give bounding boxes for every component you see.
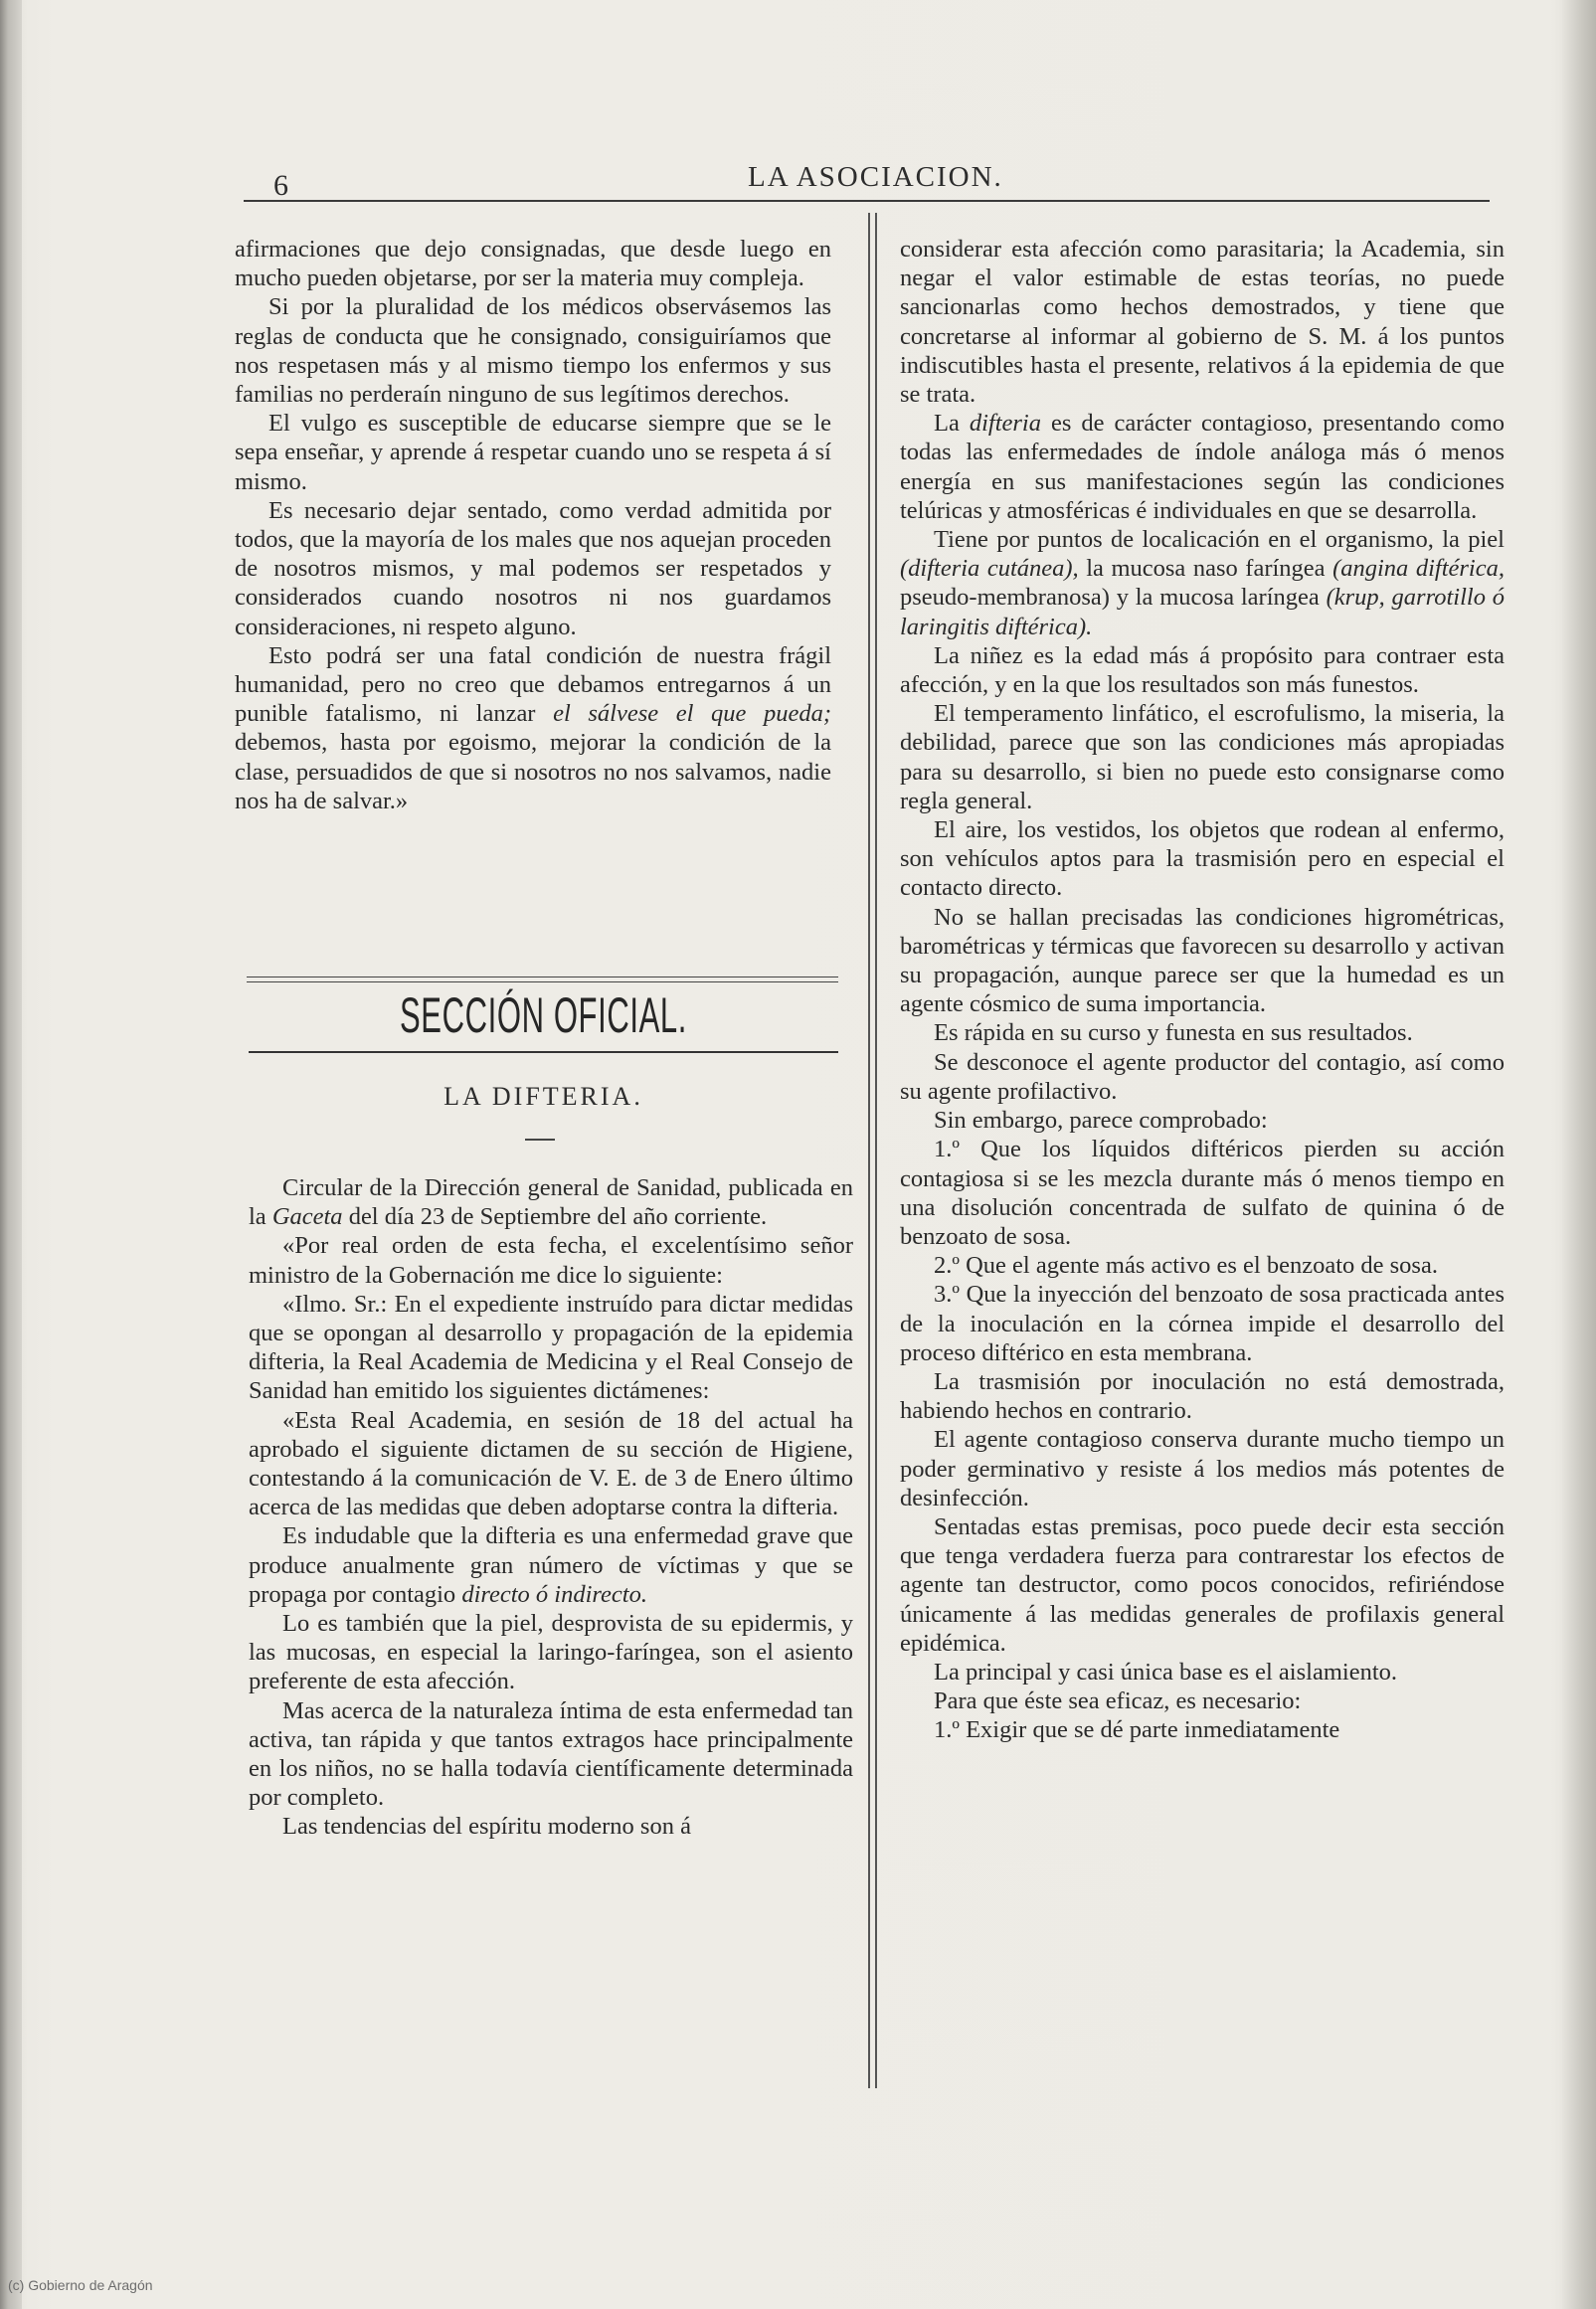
paragraph: El aire, los vestidos, los objetos que rodean al enfermo, son vehículos aptos para la trasmisión pero en especial el contacto directo.: [900, 816, 1505, 902]
paragraph: Sin embargo, parece comprobado:: [934, 1107, 1268, 1135]
paragraph: Si por la pluralidad de los médicos observásemos las reglas de conducta que he consignado, consiguiríamos que nos respetasen más y al mismo tiempo los enfermos y sus familias no perderaín ninguno de sus legítimos derechos.: [235, 293, 831, 409]
paragraph: La niñez es la edad más á propósito para contraer esta afección, y en la que los resultados son más funestos.: [900, 641, 1505, 699]
paragraph: Las tendencias del espíritu moderno son á: [282, 1813, 691, 1841]
paragraph: Es indudable que la difteria es una enfermedad grave que produce anualmente gran número de víctimas y que se propaga por contagio directo ó indirecto.: [249, 1522, 853, 1608]
italic-phrase: (krup, garrotillo ó laringitis diftérica).: [900, 584, 1505, 640]
italic-phrase: directo ó indirecto.: [461, 1580, 647, 1608]
column-divider: [868, 213, 870, 2088]
title-dash: [525, 1139, 555, 1141]
paragraph: Lo es también que la piel, desprovista de su epidermis, y las mucosas, en especial la laringo-faríngea, son el asiento preferente de esta afección.: [249, 1610, 853, 1695]
paragraph: El agente contagioso conserva durante mucho tiempo un poder germinativo y resiste á los medios más potentes de desinfección.: [900, 1426, 1505, 1511]
book-binding-shadow: [0, 0, 22, 2309]
paragraph: «Por real orden de esta fecha, el excelentísimo señor ministro de la Gobernación me dice lo siguiente:: [249, 1232, 853, 1289]
paragraph: No se hallan precisadas las condiciones higrométricas, barométricas y térmicas que favorecen su desarrollo y activan su propagación, aunque parece ser que la humedad es un agente cósmico de suma importancia.: [900, 903, 1505, 1018]
section-rule-bottom: [249, 1051, 838, 1053]
paragraph: considerar esta afección como parasitaria; la Academia, sin negar el valor estimable de estas teorías, no puede sancionarlas como hechos demostrados, y tiene que concretarse al informar al gobierno de S. M. á los puntos indiscutibles hasta el presente, relativos á la epidemia de que se trata.: [900, 236, 1505, 409]
section-rule-top: [247, 981, 838, 982]
section-title: SECCIÓN OFICIAL.: [400, 987, 687, 1043]
paragraph: Circular de la Dirección general de Sanidad, publicada en la Gaceta del día 23 de Septiembre del año corriente.: [249, 1174, 853, 1231]
italic-phrase: difteria: [969, 410, 1041, 438]
paragraph: 1.º Que los líquidos diftéricos pierden su acción contagiosa si se les mezcla durante más ó menos tiempo en una disolución concentrada de sulfato de quinina ó de benzoato de sosa.: [900, 1136, 1505, 1250]
italic-phrase: Gaceta: [271, 1203, 343, 1231]
paragraph: Para que éste sea eficaz, es necesario:: [934, 1687, 1302, 1715]
page-edge-shadow: [1562, 0, 1596, 2309]
copyright-credit: (c) Gobierno de Aragón: [8, 2277, 153, 2293]
article-title: LA DIFTERIA.: [443, 1082, 643, 1111]
italic-phrase: (difteria cutánea),: [900, 555, 1079, 583]
paragraph: 2.º Que el agente más activo es el benzoato de sosa.: [934, 1252, 1438, 1280]
paragraph: «Esta Real Academia, en sesión de 18 del actual ha aprobado el siguiente dictamen de su sección de Higiene, contestando á la comunicación de V. E. de 3 de Enero último acerca de las medidas que deben adoptarse contra la difteria.: [249, 1406, 853, 1521]
column-divider: [875, 213, 877, 2088]
left-column-top: [235, 235, 831, 815]
paragraph: afirmaciones que dejo consignadas, que desde luego en mucho pueden objetarse, por ser la materia muy compleja.: [235, 236, 831, 292]
running-title: LA ASOCIACION.: [748, 161, 1003, 193]
left-column-bottom: [249, 1173, 853, 1842]
page-number: 6: [273, 169, 288, 202]
paragraph: La difteria es de carácter contagioso, presentando como todas las enfermedades de índole análoga más ó menos energía en sus manifestaciones según las condiciones telúricas y atmosféricas é individuales en que se desarrolla.: [900, 410, 1506, 524]
paragraph: 1.º Exigir que se dé parte inmediatamente: [934, 1716, 1340, 1744]
paragraph: El temperamento linfático, el escrofulismo, la miseria, la debilidad, parece que son las condiciones más apropiadas para su desarrollo, si bien no puede esto consignarse como regla general.: [900, 700, 1505, 814]
paragraph: 3.º Que la inyección del benzoato de sosa practicada antes de la inoculación en la córnea impide el desarrollo del proceso diftérico en esta membrana.: [900, 1281, 1505, 1366]
paragraph: La principal y casi única base es el aislamiento.: [934, 1658, 1398, 1686]
paragraph: Esto podrá ser una fatal condición de nuestra frágil humanidad, pero no creo que debamos entregarnos á un punible fatalismo, ni lanzar el sálvese el que pueda; debemos, hasta por egoismo, mejorar la condición de la clase, persuadidos de que si nosotros no nos salvamos, nadie nos ha de salvar.»: [235, 641, 832, 814]
paragraph: Mas acerca de la naturaleza íntima de esta enfermedad tan activa, tan rápida y que tantos extragos hace principalmente en los niños, no se halla todavía científicamente determinada por completo.: [249, 1696, 853, 1812]
paragraph: «Ilmo. Sr.: En el expediente instruído para dictar medidas que se opongan al desarrollo y propagación de la epidemia difteria, la Real Academia de Medicina y el Real Consejo de Sanidad han emitido los siguientes dictámenes:: [249, 1290, 853, 1405]
paragraph: La trasmisión por inoculación no está demostrada, habiendo hechos en contrario.: [900, 1367, 1505, 1425]
italic-phrase: (angina diftérica,: [1332, 555, 1505, 583]
paragraph: Se desconoce el agente productor del contagio, así como su agente profilactivo.: [900, 1048, 1505, 1105]
right-column: [900, 235, 1505, 1745]
paragraph: El vulgo es susceptible de educarse siempre que se le sepa enseñar, y aprende á respetar cuando uno se respeta á sí mismo.: [235, 410, 831, 495]
paragraph: Tiene por puntos de localicación en el organismo, la piel (difteria cutánea), la mucosa naso faríngea (angina diftérica, pseudo-membranosa) y la mucosa laríngea (krup, garrotillo ó laringitis diftérica).: [900, 526, 1505, 640]
paragraph: Es necesario dejar sentado, como verdad admitida por todos, que la mayoría de los males que nos aquejan proceden de nosotros mismos, y mal podemos ser respetados y considerados cuando nosotros ni nos guardamos consideraciones, ni respeto alguno.: [235, 496, 831, 640]
paragraph: Es rápida en su curso y funesta en sus resultados.: [934, 1019, 1413, 1047]
paragraph: Sentadas estas premisas, poco puede decir esta sección que tenga verdadera fuerza para contrarestar los efectos de agente tan destructor, como pocos conocidos, refiriéndose únicamente á las medidas generales de profilaxis general epidémica.: [900, 1512, 1505, 1657]
italic-phrase: el sálvese el que pueda;: [553, 700, 832, 728]
header-rule: [244, 200, 1490, 202]
